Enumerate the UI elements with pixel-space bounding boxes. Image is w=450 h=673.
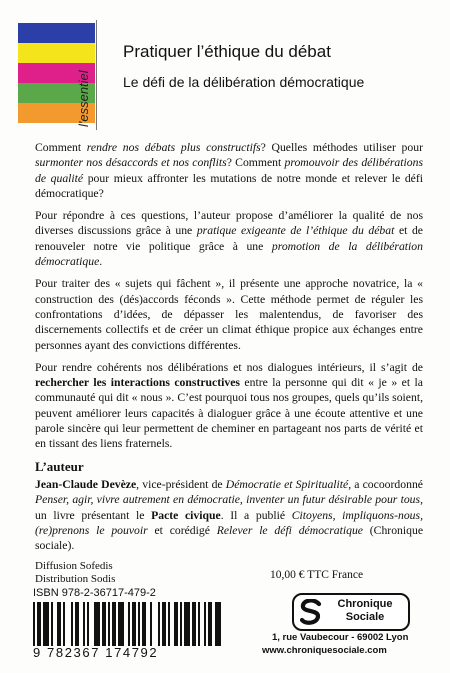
text-segment: , un livre présentant le bbox=[35, 493, 423, 522]
publisher-logo bbox=[292, 593, 410, 631]
publisher-address: 1, rue Vaubecour - 69002 Lyon bbox=[272, 632, 409, 643]
diffusion-text: Diffusion Sofedis bbox=[35, 560, 113, 572]
distribution-text: Distribution Sodis bbox=[35, 573, 116, 585]
barcode-bar bbox=[221, 602, 223, 646]
text-segment: . bbox=[99, 255, 103, 269]
text-segment: Pour rendre cohérents nos délibérations et nos dialogues intérieurs, il s’agit de bbox=[35, 360, 423, 374]
publisher-logo-line1: Chronique bbox=[337, 598, 393, 610]
text-segment: promotion de la délibération démocratique bbox=[35, 239, 423, 269]
publisher-logo-icon bbox=[300, 599, 322, 625]
text-segment: , a cocoordonné bbox=[348, 477, 423, 491]
text-segment: Penser, agir, vivre autrement en démocratie, inventer un futur désirable pour tous bbox=[35, 493, 421, 507]
text-segment: et corédigé bbox=[147, 523, 217, 537]
text-segment: Pour répondre à ces questions, l’auteur propose d’améliorer la qualité de nos diverses discussions grâce à une bbox=[35, 209, 423, 238]
book-title: Pratiquer l’éthique du débat bbox=[123, 42, 331, 61]
price: 10,00 € TTC France bbox=[270, 569, 364, 581]
author-heading: L’auteur bbox=[35, 458, 84, 474]
text-segment: pour mieux affronter les mutations de notre monde et relever le défi démocratique? bbox=[35, 171, 423, 200]
text-segment: Citoyens, impliquons-nous, (re)prenons le pouvoir bbox=[35, 508, 423, 537]
text-segment: Comment bbox=[35, 141, 87, 154]
text-segment: rendre nos débats plus constructifs bbox=[86, 141, 261, 154]
publisher-logo-text bbox=[327, 598, 403, 624]
publisher-website: www.chroniquesociale.com bbox=[262, 645, 387, 656]
text-segment: Démocratie et Spiritualité bbox=[225, 477, 349, 491]
text-segment: entre la personne qui dit « je » et la communauté qui dit « nous ». C’est pourquoi tous nos groupes, quels qu’ils soient, peuvent améliorer leurs capacités à dialoguer grâce à une écoute attentive et une parole sincère qui leur permettent de cheminer en partageant nos parts de vérité et en tissant des liens fraternels. bbox=[35, 376, 423, 451]
author-bio bbox=[35, 477, 423, 553]
text-segment: pratique exigeante de l’éthique du débat bbox=[196, 224, 395, 238]
text-segment: surmonter nos désaccords et nos conflits bbox=[35, 156, 227, 170]
text-segment: (Chronique sociale). bbox=[35, 523, 424, 553]
series-divider bbox=[96, 20, 97, 130]
blurb-paragraph bbox=[35, 360, 423, 452]
text-segment: promouvoir des délibérations de qualité bbox=[35, 156, 423, 185]
publisher-logo-line2: Sociale bbox=[345, 611, 385, 623]
blurb-paragraph bbox=[35, 208, 423, 269]
book-subtitle: Le défi de la délibération démocratique bbox=[123, 74, 365, 90]
text-segment: Pacte civique bbox=[151, 508, 221, 522]
text-segment: et de renouveler notre vie politique grâce à une bbox=[35, 224, 423, 253]
text-segment: rechercher les interactions constructives bbox=[35, 376, 240, 390]
series-label: l'essentiel bbox=[76, 70, 91, 127]
text-segment: ? Quelles méthodes utiliser pour bbox=[260, 141, 423, 154]
text-segment: Relever le défi démocratique bbox=[216, 523, 363, 537]
text-segment: Jean-Claude Devèze bbox=[35, 477, 137, 491]
blurb bbox=[35, 140, 423, 553]
blurb-paragraph bbox=[35, 276, 423, 352]
barcode-number: 9 782367 174792 bbox=[33, 645, 159, 660]
text-segment: ? Comment bbox=[226, 156, 285, 170]
barcode bbox=[33, 602, 223, 646]
blurb-paragraph bbox=[35, 140, 423, 201]
text-segment: . Il a publié bbox=[220, 508, 292, 522]
author-section bbox=[35, 459, 423, 554]
blurb-paragraphs bbox=[35, 140, 423, 452]
isbn-text: ISBN 978-2-36717-479-2 bbox=[33, 587, 156, 599]
text-segment: Pour traiter des « sujets qui fâchent », il présente une approche novatrice, la « construction des (dés)accords féconds ». Cette méthode permet de réguler les confrontations d’idées, de dépasser les malentendus, de favoriser des discernements collectifs et de créer un climat éthique propice aux échanges entre personnes ayant des convictions différentes. bbox=[35, 277, 423, 352]
text-segment: , vice-président de bbox=[136, 477, 226, 491]
